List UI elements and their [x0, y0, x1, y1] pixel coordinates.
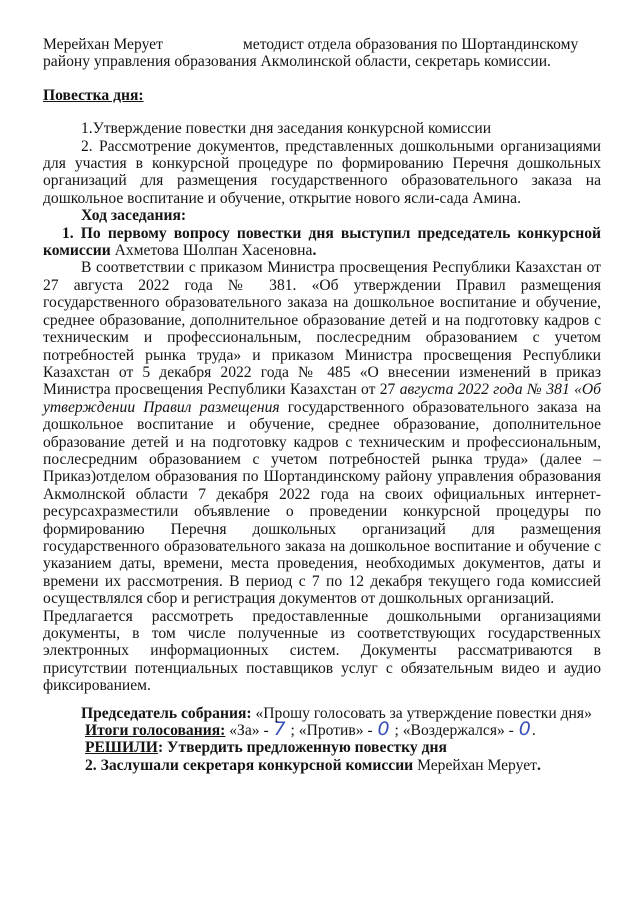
body-paragraph-2: Предлагается рассмотреть предоставленные дошкольными организациями документы, в том числе полученные из соответствующих государственных электронных информационных систем. Документы рассматриваются в присутствии потенциальных поставщиков услуг с обязательным видео и аудио фиксированием.: [43, 607, 601, 695]
vote-abstain-value: 0: [518, 718, 531, 741]
question-2-intro: 2. Заслушали секретаря конкурсной комиссии: [85, 756, 414, 774]
vote-label: Итоги голосования:: [85, 722, 226, 740]
vote-for-label: «За» -: [225, 722, 273, 740]
question-1-dot: .: [312, 242, 317, 260]
body-paragraph-1: [43, 259, 601, 607]
vote-for-value: 7: [273, 718, 286, 741]
vote-abstain-label: ; «Воздержался» -: [390, 722, 518, 740]
chair-label: Председатель собрания:: [81, 704, 252, 722]
decision-text: : Утвердить предложенную повестку дня: [157, 739, 447, 757]
vote-against-label: ; «Против» -: [286, 722, 377, 740]
agenda-heading: Повестка дня:: [43, 86, 144, 104]
proceedings-heading: Ход заседания:: [81, 207, 187, 225]
vote-end: .: [531, 722, 536, 740]
body-1-start: В соответствии с приказом Министра просвещения Республики Казахстан от 27 августа 2022 года № 381. «Об утверждении Правил размещения государственного образовательного заказа на дошкольное воспитание и обучение, среднее образование, дополнительное образование детей и на подготовку кадров с техническим и профессиональным, послесредним образованием с учетом потребностей рынка труда» и приказом Министра просвещения Республики Казахстан от 5 декабря 2022 года № 485 «О внесении изменений в приказ Министра просвещения Республики Казахстан от 27: [43, 259, 601, 399]
secretary-position-cont: району управления образования Акмолинской области, секретарь комиссии.: [43, 53, 551, 71]
secretary-line: [43, 36, 601, 71]
chair-text: «Прошу голосовать за утверждение повестки дня»: [251, 704, 592, 722]
agenda-item-1: 1.Утверждение повестки дня заседания конкурсной комиссии: [81, 120, 492, 138]
question-1-speaker: Ахметова Шолпан Хасеновна: [110, 242, 313, 260]
question-2-dot: .: [536, 756, 541, 774]
secretary-name: Мерейхан Мерует: [43, 36, 163, 53]
question-2-name: Мерейхан Мерует: [413, 756, 537, 774]
vote-results: [43, 718, 601, 741]
body-1-italic: августа 2022 года № 381 «Об утверждении Правил размещения: [43, 381, 602, 416]
agenda-item-2: 2. Рассмотрение документов, представленных дошкольными организациями для участия в конкурсной процедуре по формированию Перечня дошкольных организаций для размещения государственного образовательного заказа на дошкольное воспитание и обучение, открытие нового ясли-сада Амина.: [43, 137, 601, 207]
question-1-intro: 1. По первому вопросу повестки дня выступил председатель конкурсной комиссии: [43, 224, 601, 260]
decision-label: РЕШИЛИ: [85, 739, 158, 757]
decision: [43, 739, 601, 756]
question-2: [43, 757, 601, 774]
question-1: [43, 225, 601, 260]
body-1-rest: государственного образовательного заказа на дошкольное воспитание и обучение, среднее образование, дополнительное образование детей и на подготовку кадров с техническим и профессиональным, послесредним образованием с учетом потребностей рынка труда» (далее – Приказ)отделом образования по Шортандинскому району управления образования Акмолнской области 7 декабря 2022 года на своих официальных интернет-ресурсахразместили объявление о проведении конкурсной процедуры по формированию Перечня дошкольных организаций для размещения государственного образовательного заказа на дошкольное воспитание и обучение с указанием даты, времени, места проведения, необходимых документов, даты и времени их рассмотрения. В период с 7 по 12 декабря текущего года комиссией осуществлялся сбор и регистрация документов от дошкольных организаций.: [43, 398, 601, 608]
secretary-position: методист отдела образования по Шортандинскому: [242, 36, 579, 53]
vote-against-value: 0: [377, 718, 390, 741]
